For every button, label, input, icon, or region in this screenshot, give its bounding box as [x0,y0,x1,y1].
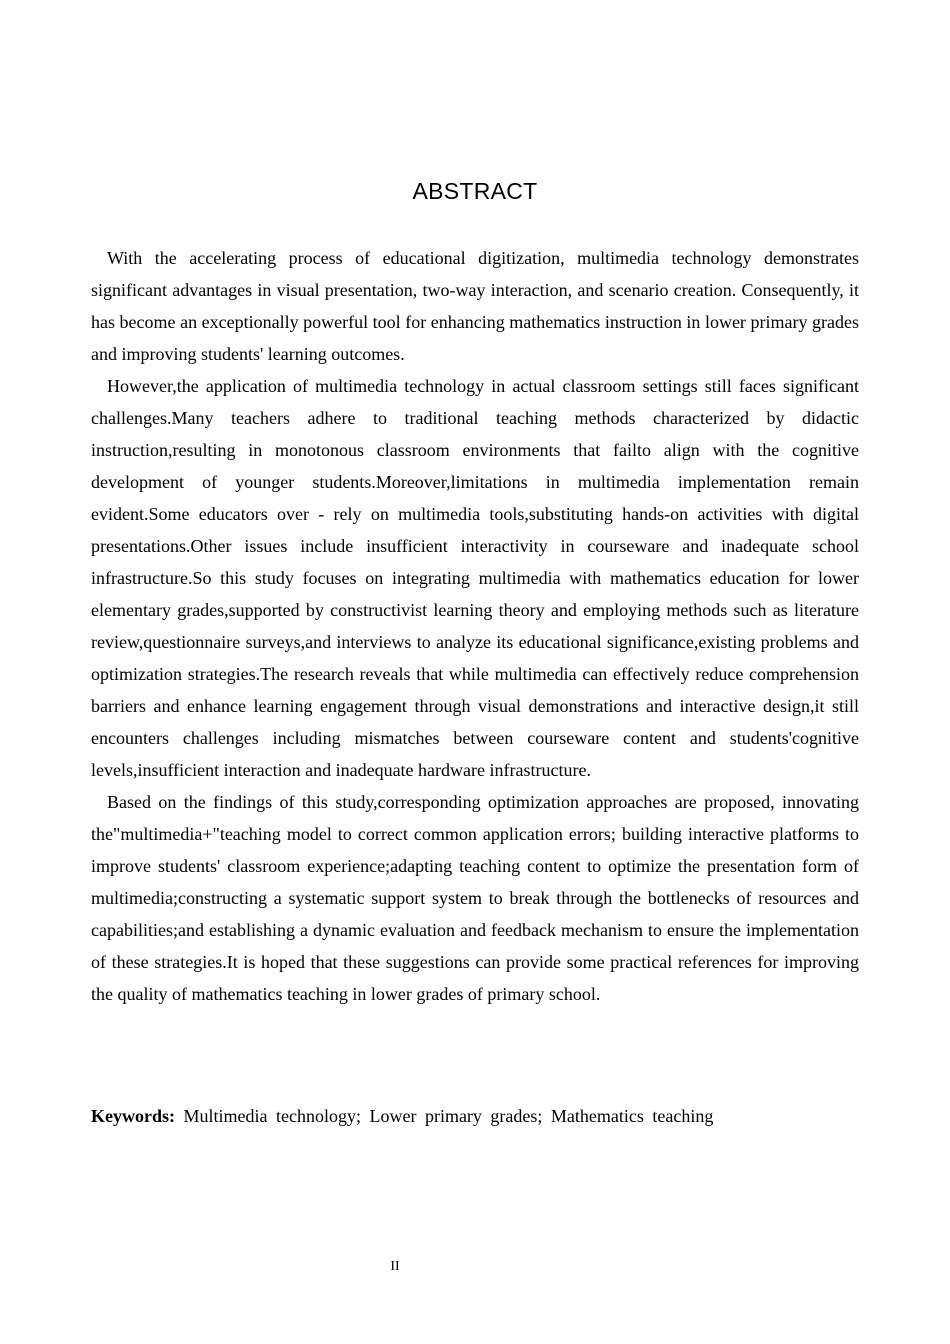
abstract-paragraph: However,the application of multimedia technology in actual classroom settings still faces significant challenges.Many teachers adhere to traditional teaching methods characterized by didactic instruction,resulting in monotonous classroom environments that failto align with the cognitive development of younger students.Moreover,limitations in multimedia implementation remain evident.Some educators over - rely on multimedia tools,substituting hands-on activities with digital presentations.Other issues include insufficient interactivity in courseware and inadequate school infrastructure.So this study focuses on integrating multimedia with mathematics education for lower elementary grades,supported by constructivist learning theory and employing methods such as literature review,questionnaire surveys,and interviews to analyze its educational significance,existing problems and optimization strategies.The research reveals that while multimedia can effectively reduce comprehension barriers and enhance learning engagement through visual demonstrations and interactive design,it still encounters challenges including mismatches between courseware content and students'cognitive levels,insufficient interaction and inadequate hardware infrastructure. [91,376,859,780]
keywords-label: Keywords: [91,1106,175,1126]
abstract-title: ABSTRACT [412,178,538,204]
keywords-line [91,1100,859,1132]
abstract-body [91,242,859,1010]
keywords-text: Multimedia technology; Lower primary grades; Mathematics teaching [183,1106,714,1126]
abstract-paragraph: With the accelerating process of educational digitization, multimedia technology demonstrates significant advantages in visual presentation, two-way interaction, and scenario creation. Consequently, it has become an exceptionally powerful tool for enhancing mathematics instruction in lower primary grades and improving students' learning outcomes. [91,248,859,364]
page-number: II [390,1259,400,1274]
abstract-paragraph: Based on the findings of this study,corresponding optimization approaches are proposed, innovating the"multimedia+"teaching model to correct common application errors; building interactive platforms to improve students' classroom experience;adapting teaching content to optimize the presentation form of multimedia;constructing a systematic support system to break through the bottlenecks of resources and capabilities;and establishing a dynamic evaluation and feedback mechanism to ensure the implementation of these strategies.It is hoped that these suggestions can provide some practical references for improving the quality of mathematics teaching in lower grades of primary school. [91,792,859,1004]
